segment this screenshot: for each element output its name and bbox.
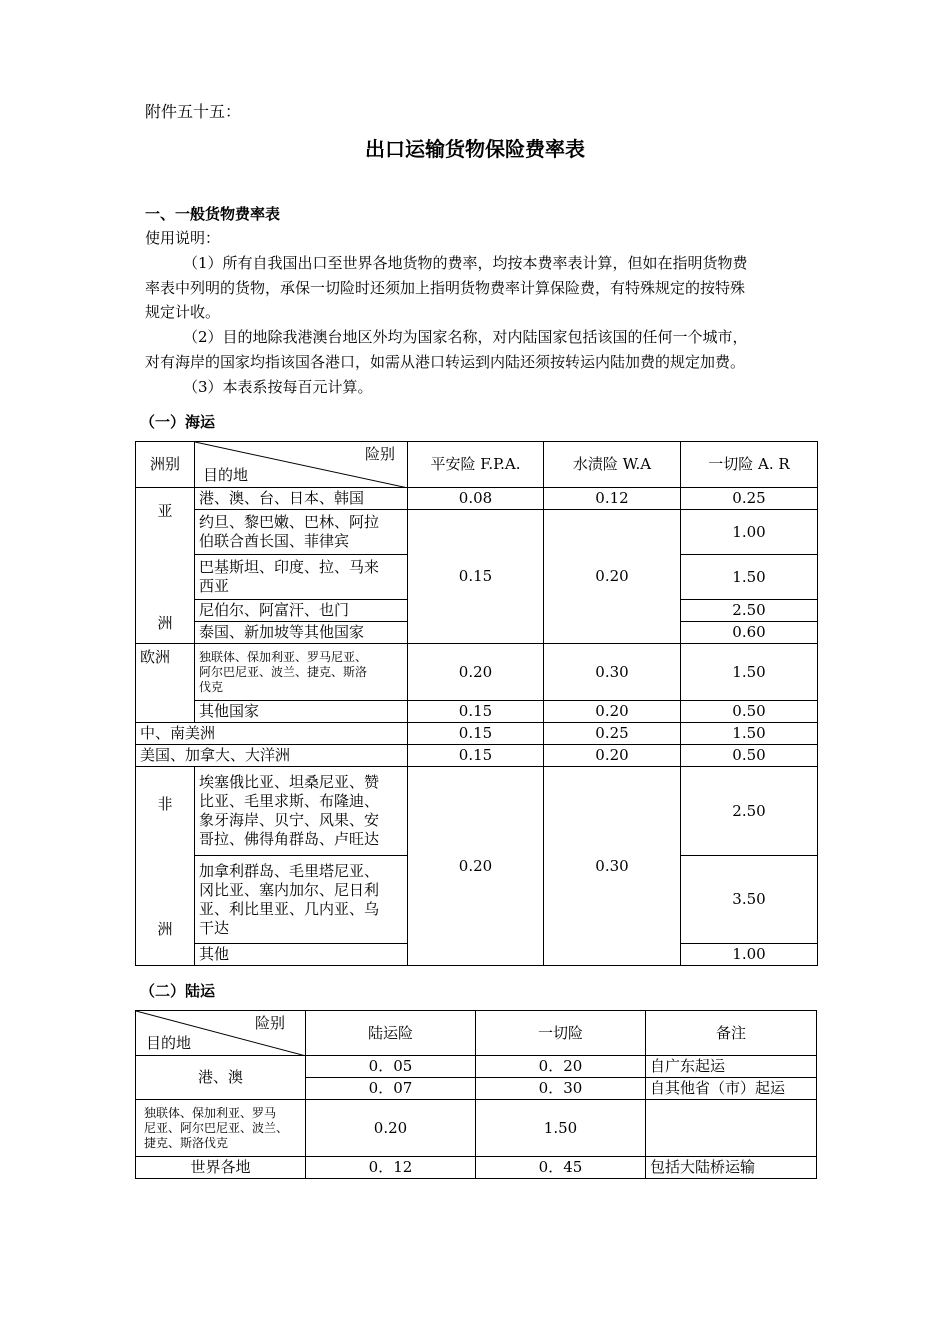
- wa-cell: 0.20: [544, 745, 681, 767]
- dest-cell: 埃塞俄比亚、坦桑尼亚、赞 比亚、毛里求斯、布隆迪、 象牙海岸、贝宁、风果、安 哥拉、佛得角群岛、卢旺达: [195, 767, 408, 856]
- table-row: [136, 644, 818, 701]
- continent-asia: 亚 洲: [136, 488, 195, 644]
- ar-cell: 0.50: [681, 701, 818, 723]
- note-cell: [646, 1100, 817, 1157]
- dest-cell: 其他: [195, 944, 408, 966]
- land-header-row: [136, 1011, 817, 1056]
- table-row: [136, 1056, 817, 1078]
- header-all-risk: 一切险: [476, 1011, 646, 1056]
- land-cell: 0．05: [306, 1056, 476, 1078]
- para1-line3: 规定计收。: [145, 303, 221, 321]
- dest-cell: 其他国家: [195, 701, 408, 723]
- all-cell: 0．30: [476, 1078, 646, 1100]
- header-note: 备注: [646, 1011, 817, 1056]
- fpa-group-cell: 0.15: [408, 510, 544, 644]
- usage-label: 使用说明：: [145, 229, 221, 247]
- header-destination: 目的地: [203, 466, 249, 484]
- land-heading: （二）陆运: [140, 982, 216, 1000]
- ar-cell: 0.25: [681, 488, 818, 510]
- ar-cell: 1.00: [681, 510, 818, 555]
- ar-cell: 1.50: [681, 644, 818, 701]
- continent-latam: 中、南美洲: [136, 723, 408, 745]
- para2-line2: 对有海岸的国家均指该国各港口，如需从港口转运到内陆还须按转运内陆加费的规定加费。: [145, 353, 746, 371]
- header-diagonal-cell: [195, 442, 408, 488]
- dest-cell: 加拿利群岛、毛里塔尼亚、 冈比亚、塞内加尔、尼日利 亚、利比里亚、几内亚、乌 干达: [195, 856, 408, 944]
- table-row: [136, 723, 818, 745]
- wa-group-cell: 0.20: [544, 510, 681, 644]
- ar-cell: 1.50: [681, 723, 818, 745]
- continent-europe: 欧洲: [136, 644, 195, 723]
- header-diagonal-cell: [136, 1011, 306, 1056]
- wa-cell: 0.20: [544, 701, 681, 723]
- fpa-cell: 0.15: [408, 745, 544, 767]
- header-continent: 洲别: [136, 442, 195, 488]
- wa-group-cell: 0.30: [544, 767, 681, 966]
- fpa-group-cell: 0.20: [408, 767, 544, 966]
- land-cell: 0．12: [306, 1157, 476, 1179]
- sea-heading: （一）海运: [140, 413, 216, 431]
- fpa-cell: 0.15: [408, 723, 544, 745]
- dest-world: 世界各地: [136, 1157, 306, 1179]
- para1-line1: （1）所有自我国出口至世界各地货物的费率，均按本费率表计算，但如在指明货物费: [183, 254, 748, 272]
- dest-cell: 泰国、新加坡等其他国家: [195, 622, 408, 644]
- dest-cell: 尼伯尔、阿富汗、也门: [195, 600, 408, 622]
- dest-cell: 港、澳、台、日本、韩国: [195, 488, 408, 510]
- table-row: [136, 1100, 817, 1157]
- header-risk: 险别: [254, 1014, 285, 1032]
- wa-cell: 0.30: [544, 644, 681, 701]
- page-title: 出口运输货物保险费率表: [365, 137, 585, 161]
- continent-africa: 非 洲: [136, 767, 195, 966]
- dest-hk-macau: 港、澳: [136, 1056, 306, 1100]
- table-row: [136, 767, 818, 856]
- note-cell: 包括大陆桥运输: [646, 1157, 817, 1179]
- ar-cell: 2.50: [681, 600, 818, 622]
- table-row: [136, 510, 818, 555]
- fpa-cell: 0.15: [408, 701, 544, 723]
- continent-usa: 美国、加拿大、大洋洲: [136, 745, 408, 767]
- table-row: [136, 701, 818, 723]
- fpa-cell: 0.20: [408, 644, 544, 701]
- dest-cell: 约旦、黎巴嫩、巴林、阿拉 伯联合酋长国、菲律宾: [195, 510, 408, 555]
- header-wa: 水渍险 W.A: [544, 442, 681, 488]
- table-row: [136, 488, 818, 510]
- table-row: [136, 1157, 817, 1179]
- para2-line1: （2）目的地除我港澳台地区外均为国家名称，对内陆国家包括该国的任何一个城市，: [183, 328, 748, 346]
- para3: （3）本表系按每百元计算。: [183, 378, 373, 396]
- dest-cell: 独联体、保加利亚、罗马尼亚、 阿尔巴尼亚、波兰、捷克、斯洛 伐克: [195, 644, 408, 701]
- header-destination: 目的地: [146, 1034, 192, 1052]
- header-fpa: 平安险 F.P.A.: [408, 442, 544, 488]
- dest-cell: 巴基斯坦、印度、拉、马来 西亚: [195, 555, 408, 600]
- header-risk: 险别: [364, 445, 395, 463]
- note-cell: 自其他省（市）起运: [646, 1078, 817, 1100]
- table-row: [136, 745, 818, 767]
- land-cell: 0．07: [306, 1078, 476, 1100]
- land-rate-table: [135, 1010, 817, 1179]
- annex-label: 附件五十五：: [145, 102, 242, 121]
- ar-cell: 0.50: [681, 745, 818, 767]
- wa-cell: 0.12: [544, 488, 681, 510]
- note-cell: 自广东起运: [646, 1056, 817, 1078]
- ar-cell: 1.00: [681, 944, 818, 966]
- all-cell: 1.50: [476, 1100, 646, 1157]
- all-cell: 0．45: [476, 1157, 646, 1179]
- all-cell: 0．20: [476, 1056, 646, 1078]
- ar-cell: 2.50: [681, 767, 818, 856]
- header-land-risk: 陆运险: [306, 1011, 476, 1056]
- para1-line2: 率表中列明的货物，承保一切险时还须加上指明货物费率计算保险费，有特殊规定的按特殊: [145, 279, 746, 297]
- land-cell: 0.20: [306, 1100, 476, 1157]
- section-heading: 一、一般货物费率表: [145, 205, 281, 223]
- sea-rate-table: [135, 441, 818, 966]
- header-ar: 一切险 A. R: [681, 442, 818, 488]
- wa-cell: 0.25: [544, 723, 681, 745]
- ar-cell: 3.50: [681, 856, 818, 944]
- sea-header-row: [136, 442, 818, 488]
- ar-cell: 1.50: [681, 555, 818, 600]
- fpa-cell: 0.08: [408, 488, 544, 510]
- dest-cell: 独联体、保加利亚、罗马 尼亚、阿尔巴尼亚、波兰、 捷克、斯洛伐克: [136, 1100, 306, 1157]
- ar-cell: 0.60: [681, 622, 818, 644]
